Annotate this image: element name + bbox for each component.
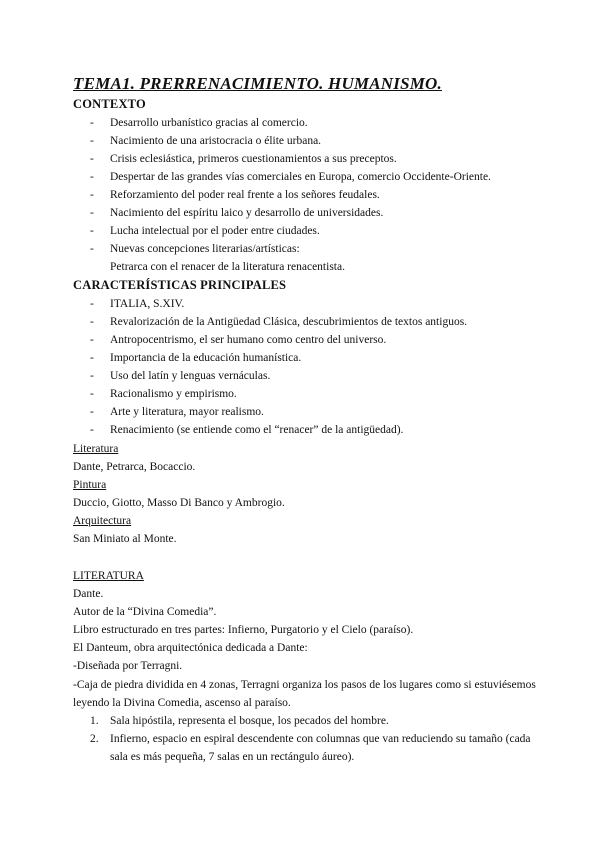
section-heading-literatura: LITERATURA [73,570,144,582]
bullet-dash: - [90,117,94,129]
bullet-dash: - [90,243,94,255]
bullet-dash: - [90,171,94,183]
literatura-line: Dante. [73,588,104,600]
numbered-item-line: Infierno, espacio en espiral descendente con columnas que van reduciendo su tamaño (cada [110,733,531,745]
literatura-line: -Caja de piedra dividida en 4 zonas, Terragni organiza los pasos de los lugares como si estuviésemos [73,679,536,691]
literatura-line: El Danteum, obra arquitectónica dedicada a Dante: [73,642,308,654]
bullet-dash: - [90,388,94,400]
numbered-item-line: Sala hipóstila, representa el bosque, los pecados del hombre. [110,715,389,727]
bullet-dash: - [90,424,94,436]
subsection-text: Dante, Petrarca, Bocaccio. [73,461,196,473]
bullet-dash: - [90,207,94,219]
contexto-item: Reforzamiento del poder real frente a los señores feudales. [110,189,380,201]
caracteristicas-item: Importancia de la educación humanística. [110,352,302,364]
bullet-dash: - [90,153,94,165]
bullet-dash: - [90,225,94,237]
contexto-item: Nuevas concepciones literarias/artísticas: [110,243,300,255]
caracteristicas-item: Revalorización de la Antigüedad Clásica, descubrimientos de textos antiguos. [110,316,468,328]
section-heading-caracteristicas: CARACTERÍSTICAS PRINCIPALES [73,278,287,292]
bullet-dash: - [90,352,94,364]
bullet-dash: - [90,135,94,147]
contexto-item: Despertar de las grandes vías comerciales en Europa, comercio Occidente-Oriente. [110,171,491,183]
subsection-text: Duccio, Giotto, Masso Di Banco y Ambrogio. [73,497,285,509]
contexto-item: Nacimiento de una aristocracia o élite urbana. [110,135,322,147]
caracteristicas-item: Arte y literatura, mayor realismo. [110,406,264,418]
contexto-continuation: Petrarca con el renacer de la literatura renacentista. [110,261,345,273]
bullet-dash: - [90,370,94,382]
contexto-item: Nacimiento del espíritu laico y desarrollo de universidades. [110,207,384,219]
numbered-item-line: sala es más pequeña, 7 salas en un rectángulo áureo). [110,751,355,763]
bullet-dash: - [90,189,94,201]
subsection-heading-arquitectura: Arquitectura [73,515,132,527]
caracteristicas-item: Racionalismo y empirismo. [110,388,237,400]
caracteristicas-item: Renacimiento (se entiende como el “renacer” de la antigüedad). [110,424,404,436]
list-number: 1. [90,715,99,727]
bullet-dash: - [90,298,94,310]
literatura-line: Autor de la “Divina Comedia”. [73,606,217,618]
section-heading-contexto: CONTEXTO [73,97,146,111]
literatura-line: leyendo la Divina Comedia, ascenso al paraíso. [73,697,291,709]
contexto-item: Desarrollo urbanístico gracias al comercio. [110,117,308,129]
document-title: TEMA1. PRERRENACIMIENTO. HUMANISMO. [73,74,442,93]
caracteristicas-item: Uso del latín y lenguas vernáculas. [110,370,271,382]
bullet-dash: - [90,316,94,328]
bullet-dash: - [90,334,94,346]
caracteristicas-item: ITALIA, S.XIV. [110,298,185,310]
subsection-heading-pintura: Pintura [73,479,107,491]
caracteristicas-item: Antropocentrismo, el ser humano como centro del universo. [110,334,387,346]
contexto-item: Crisis eclesiástica, primeros cuestionamientos a sus preceptos. [110,153,397,165]
contexto-item: Lucha intelectual por el poder entre ciudades. [110,225,320,237]
subsection-text: San Miniato al Monte. [73,533,177,545]
list-number: 2. [90,733,99,745]
bullet-dash: - [90,406,94,418]
subsection-heading-literatura: Literatura [73,443,119,455]
literatura-line: Libro estructurado en tres partes: Infierno, Purgatorio y el Cielo (paraíso). [73,624,414,636]
literatura-line: -Diseñada por Terragni. [73,660,183,672]
